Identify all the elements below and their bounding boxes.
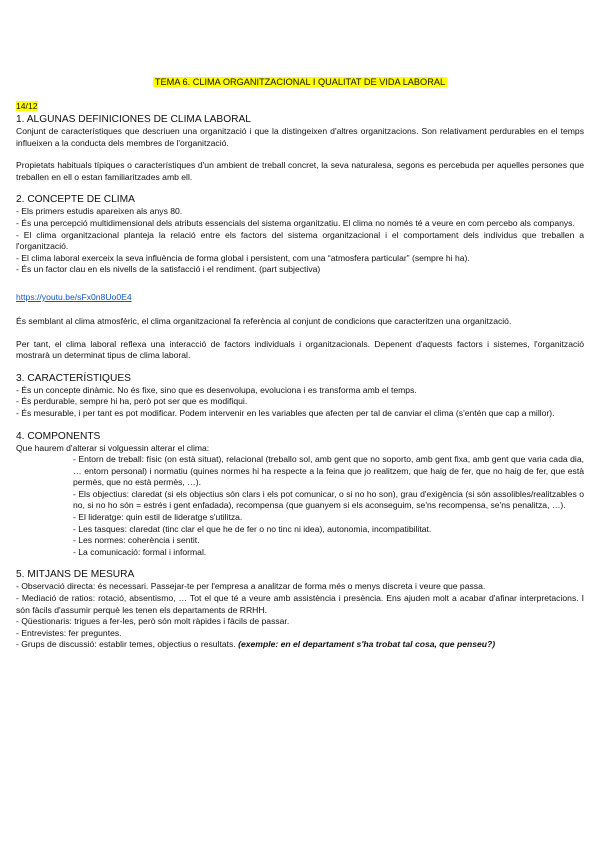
section-2-paragraph-1: És semblant al clima atmosfèric, el clima organitzacional fa referència al conjunt de condicions que caracteritzen una organització. [16,315,512,326]
section-1-heading: 1. ALGUNAS DEFINICIONES DE CLIMA LABORAL [16,114,251,125]
section-2-list [16,206,584,276]
list-item: - És mesurable, i per tant es pot modificar. Podem intervenir en les variables que afecten per tal de canviar el clima (s'entén que cap a millor). [16,407,555,418]
list-item: - És un factor clau en els nivells de la satisfacció i el rendiment. (part subjectiva) [16,264,321,275]
list-item: - El lideratge: quin estil de lideratge s'utilitza. [73,512,243,523]
list-item: - Mediació de ratios: rotació, absentismo, … Tot el que té a veure amb assistència i presència. Ens ajuden molt a acabar d'afinar interpretacions. I són fàcils d'assumir perquè les tenen els departaments de RRHH. [16,593,584,615]
list-item: - Observació directa: és necessari. Passejar-te per l'empresa a analitzar de forma més o menys discreta i veure que passa. [16,581,486,592]
title-block [16,72,584,90]
document-date: 14/12 [16,101,38,111]
section-2-paragraph-2: Per tant, el clima laboral reflexa una interacció de factors individuals i organitzacionals. Depenent d'aquests factors i sistemes, l'organització mostrarà un determinat tipus de clima laboral. [16,338,584,361]
section-4-intro: Que haurem d'alterar si volguessin alterar el clima: [16,442,210,453]
list-item: - Entrevistes: fer preguntes. [16,627,122,638]
list-item: - El clima laboral exerceix la seva influència de forma global i persistent, com una “atmosfera particular” (sempre hi ha). [16,252,470,263]
list-item: - És un concepte dinàmic. No és fixe, sino que es desenvolupa, evoluciona i es transforma amb el temps. [16,384,417,395]
section-2-heading: 2. CONCEPTE DE CLIMA [16,194,135,206]
example-note: (exemple: en el departament s'ha trobat tal cosa, que penseu?) [238,639,496,650]
list-item: - Les tasques: claredat (tinc clar el que he de fer o no tinc ni idea), autonomia, incompatibilitat. [73,523,432,534]
section-5-heading: 5. MITJANS DE MESURA [16,569,135,581]
list-item: - Els primers estudis apareixen als anys 80. [16,206,183,217]
list-item: - Qüestionaris: trigues a fer-les, però són molt ràpides i fàcils de passar. [16,616,290,627]
section-4-list [16,454,584,558]
video-link[interactable]: https://youtu.be/sFx0n8Uo0E4 [16,291,132,302]
list-item: - És una percepció multidimensional dels atributs essencials del sistema organitzatiu. El clima no només té a veure en com percebo als companys. [16,217,575,228]
list-item: - La comunicació: formal i informal. [73,546,207,557]
list-item-text: - Grups de discussió: establir temes, objectius o resultats. [16,639,239,650]
list-item: - Les normes: coherència i sentit. [73,535,200,546]
document-title: TEMA 6. CLIMA ORGANITZACIONAL I QUALITAT DE VIDA LABORAL [154,77,446,87]
list-item: - Entorn de treball: físic (on està situat), relacional (treballo sol, amb gent que no soporto, amb gent fixa, amb gent que varia cada dia, … entorn personal) i normatiu (quines normes hi ha respecte a la feina que jo realitzem, que haig de fer, que no haig de fer, que està permès, que no està permès, …). [73,454,584,488]
section-5-list [16,581,584,651]
list-item: - El clima organitzacional planteja la relació entre els factors del sistema organitzacional i el comportament dels individus que treballen a l'organització. [16,229,584,252]
section-4-heading: 4. COMPONENTS [16,430,101,442]
list-item [16,639,584,651]
list-item: - Els objectius: claredat (si els objectius són clars i els pot comunicar, o si no ho son), grau d'exigència (si són assolibles/realitzables o no, si no ho són = estrés i gent enfadada), recompensa (que guanyem si els aconseguim, se'ns recompensa, se'ns penalitza, …). [73,488,584,511]
list-item: - És perdurable, sempre hi ha, però pot ser que es modifiqui. [16,396,248,407]
section-1-paragraph-1: Conjunt de característiques que descriuen una organització i que la distingeixen d'altres organitzacions. Son relativament perdurables en el temps influeixen a la conducta dels membres de l'organització. [16,126,584,148]
section-1-paragraph-2: Propietats habituals típiques o característiques d'un ambient de treball concret, la seva naturalesa, segons es percebuda per aquelles persones que treballen en ell o estan familiaritzades amb ell. [16,160,584,182]
section-3-heading: 3. CARACTERÍSTIQUES [16,372,131,384]
section-3-list [16,385,584,420]
